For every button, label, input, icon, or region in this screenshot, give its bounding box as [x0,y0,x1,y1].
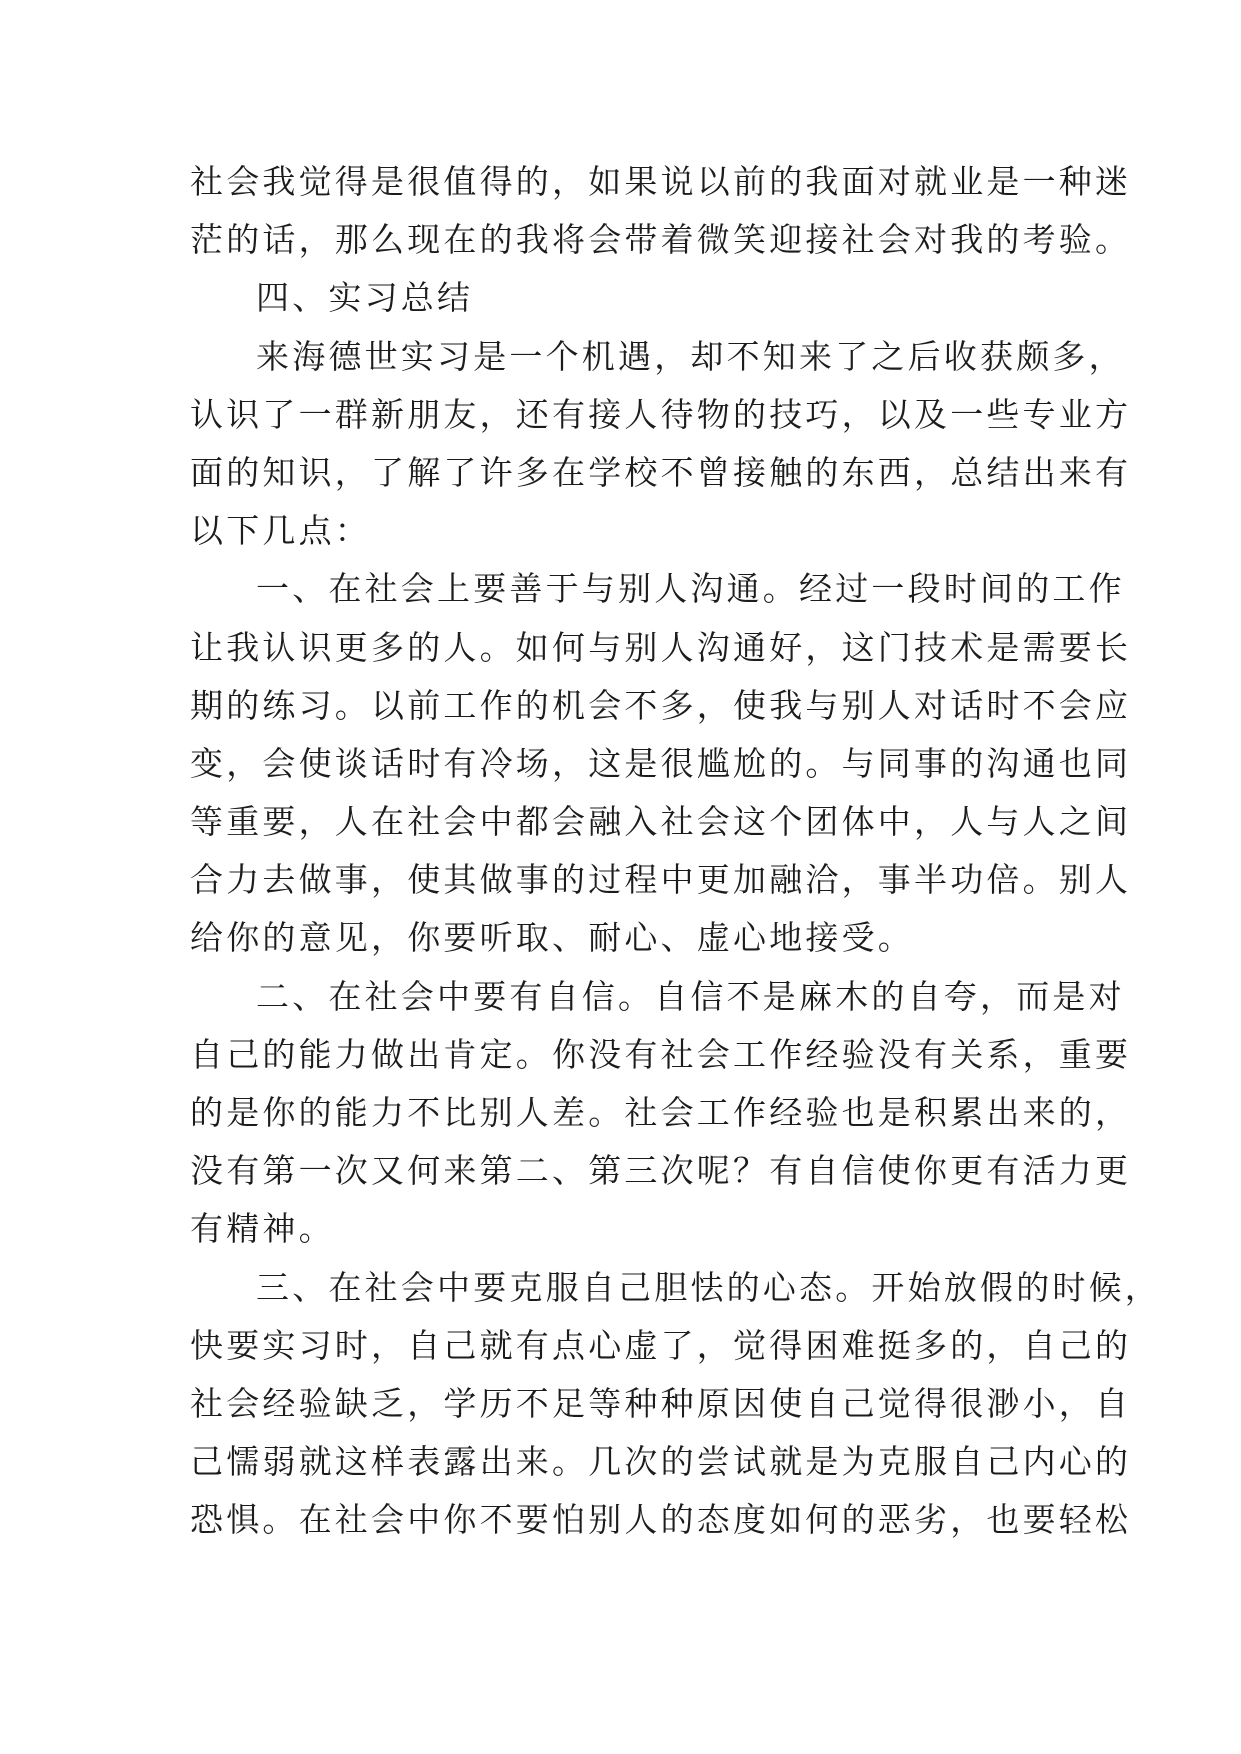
text-line: 等重要，人在社会中都会融入社会这个团体中，人与人之间 [190,802,1132,842]
text-line: 社会我觉得是很值得的，如果说以前的我面对就业是一种迷 [190,162,1132,201]
text-line: 面的知识，了解了许多在学校不曾接触的东西，总结出来有 [190,452,1132,492]
document-body [190,153,1161,1550]
paragraph-first-line: 二、在社会中要有自信。自信不是麻木的自夸，而是对 [256,976,1125,1016]
paragraph-first-line: 一、在社会上要善于与别人沟通。经过一段时间的工作 [256,569,1125,609]
text-line: 的是你的能力不比别人差。社会工作经验也是积累出来的， [190,1093,1132,1132]
text-line: 期的练习。以前工作的机会不多，使我与别人对话时不会应 [190,685,1132,725]
text-line: 给你的意见，你要听取、耐心、虚心地接受。 [190,918,914,958]
text-line: 有精神。 [190,1209,335,1249]
text-line: 恐惧。在社会中你不要怕别人的态度如何的恶劣，也要轻松 [190,1500,1132,1540]
paragraph-first-line: 来海德世实习是一个机遇，却不知来了之后收获颇多， [256,336,1125,376]
text-line: 己懦弱就这样表露出来。几次的尝试就是为克服自己内心的 [190,1442,1132,1482]
text-line: 认识了一群新朋友，还有接人待物的技巧，以及一些专业方 [190,394,1132,434]
text-line: 茫的话，那么现在的我将会带着微笑迎接社会对我的考验。 [190,220,1132,260]
text-line: 合力去做事，使其做事的过程中更加融洽，事半功倍。别人 [190,860,1132,900]
section-heading: 四、实习总结 [256,278,474,318]
text-line: 变，会使谈话时有冷场，这是很尴尬的。与同事的沟通也同 [190,743,1132,783]
text-line: 没有第一次又何来第二、第三次呢？有自信使你更有活力更 [190,1151,1132,1191]
text-line: 自己的能力做出肯定。你没有社会工作经验没有关系，重要 [190,1034,1132,1074]
text-line: 社会经验缺乏，学历不足等种种原因使自己觉得很渺小，自 [190,1383,1132,1423]
paragraph-first-line: 三、在社会中要克服自己胆怯的心态。开始放假的时候， [256,1267,1161,1307]
text-line: 让我认识更多的人。如何与别人沟通好，这门技术是需要长 [190,627,1132,667]
text-line: 以下几点： [190,511,371,551]
text-line: 快要实习时，自己就有点心虚了，觉得困难挺多的，自己的 [190,1325,1132,1365]
